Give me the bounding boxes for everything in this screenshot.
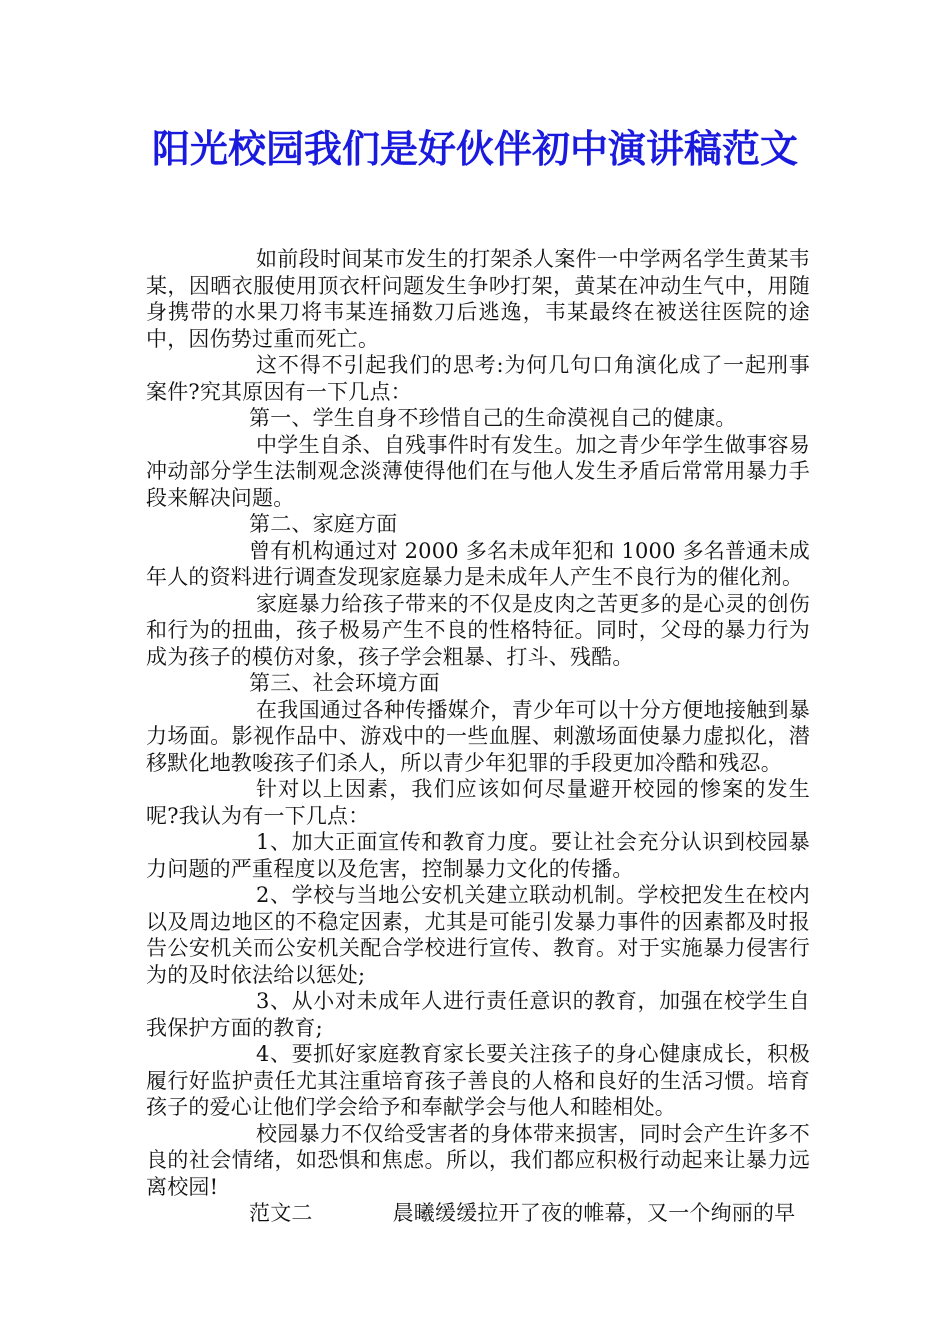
paragraph-11: 1、加大正面宣传和教育力度。要让社会充分认识到校园暴力问题的严重程度以及危害，控制暴力文化的传播。: [146, 830, 810, 881]
document-body: [146, 246, 810, 1227]
paragraph-5: 第二、家庭方面: [249, 512, 398, 536]
paragraph-2: 这不得不引起我们的思考:为何几句口角演化成了一起刑事案件?究其原因有一下几点：: [146, 353, 810, 404]
paragraph-8: 第三、社会环境方面: [249, 671, 440, 695]
paragraph-14: 4、要抓好家庭教育家长要关注孩子的身心健康成长，积极履行好监护责任尤其注重培育孩子善良的人格和良好的生活习惯。培育孩子的爱心让他们学会给予和奉献学会与他人和睦相处。: [146, 1042, 810, 1119]
paragraph-3: 第一、学生自身不珍惜自己的生命漠视自己的健康。: [249, 406, 737, 430]
paragraph-1: 如前段时间某市发生的打架杀人案件一中学两名学生黄某韦某，因晒衣服使用顶衣杆问题发生争吵打架，黄某在冲动生气中，用随身携带的水果刀将韦某连捅数刀后逃逸，韦某最终在被送往医院的途中，因伤势过重而死亡。: [146, 247, 810, 351]
sample-label: 范文二: [249, 1201, 313, 1225]
sample-text: 晨曦缓缓拉开了夜的帷幕，又一个绚丽的早: [392, 1201, 796, 1225]
paragraph-10: 针对以上因素，我们应该如何尽量避开校园的惨案的发生呢?我认为有一下几点：: [146, 777, 810, 828]
paragraph-6: 曾有机构通过对 2000 多名未成年犯和 1000 多名普通未成年人的资料进行调查发现家庭暴力是未成年人产生不良行为的催化剂。: [146, 538, 810, 589]
paragraph-7: 家庭暴力给孩子带来的不仅是皮肉之苦更多的是心灵的创伤和行为的扭曲，孩子极易产生不良的性格特征。同时，父母的暴力行为成为孩子的模仿对象，孩子学会粗暴、打斗、残酷。: [146, 591, 810, 669]
paragraph-4: 中学生自杀、自残事件时有发生。加之青少年学生做事容易冲动部分学生法制观念淡薄使得他们在与他人发生矛盾后常常用暴力手段来解决问题。: [146, 432, 810, 510]
document-title: 阳光校园我们是好伙伴初中演讲稿范文: [151, 126, 798, 171]
paragraph-9: 在我国通过各种传播媒介，青少年可以十分方便地接触到暴力场面。影视作品中、游戏中的一些血腥、刺激场面使暴力虚拟化，潜移默化地教唆孩子们杀人，所以青少年犯罪的手段更加冷酷和残忍。: [146, 697, 810, 775]
paragraph-13: 3、从小对未成年人进行责任意识的教育，加强在校学生自我保护方面的教育;: [146, 989, 810, 1040]
paragraph-15: 校园暴力不仅给受害者的身体带来损害，同时会产生许多不良的社会情绪，如恐惧和焦虑。所以，我们都应积极行动起来让暴力远离校园!: [146, 1121, 810, 1199]
paragraph-16: [146, 1200, 810, 1227]
paragraph-12: 2、学校与当地公安机关建立联动机制。学校把发生在校内以及周边地区的不稳定因素，尤其是可能引发暴力事件的因素都及时报告公安机关而公安机关配合学校进行宣传、教育。对于实施暴力侵害行为的及时依法给以惩处;: [146, 883, 810, 987]
